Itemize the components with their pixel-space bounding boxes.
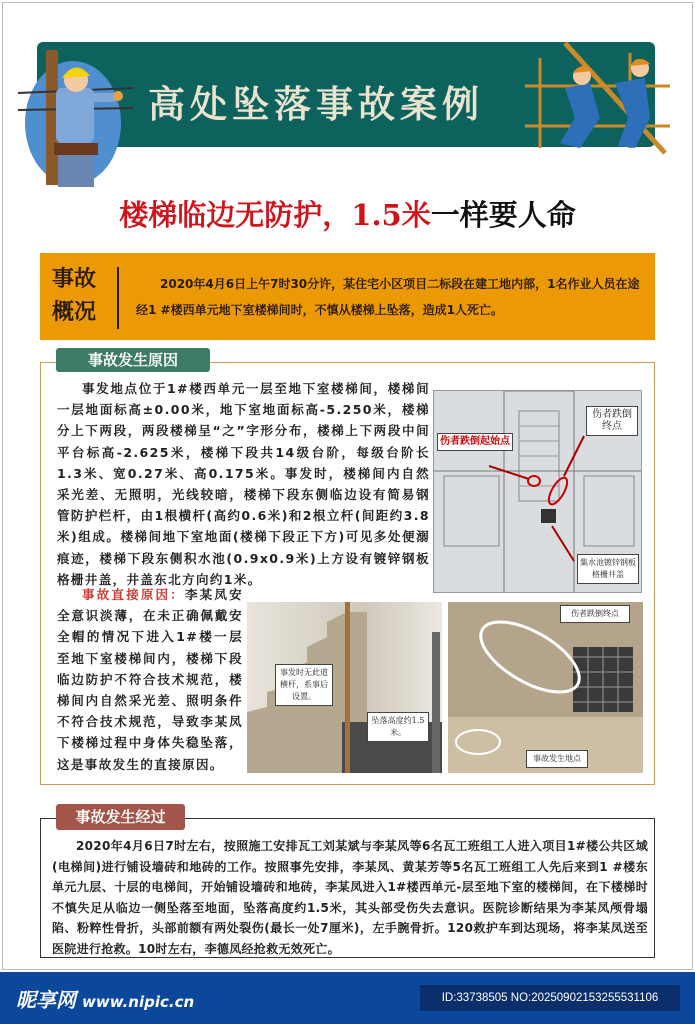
process-text: 2020年4月6日7时左右，按照施工安排瓦工刘某斌与李某凤等6名瓦工班组工人进入项目1#楼公共区域(电梯间)进行铺设墙砖和地砖的工作。按照事先安排，李某凤、黄某芳等5名瓦工班组工人先后来到1 #楼东单元九层、十层的电梯间，开始铺设墙砖和地砖，李某凤进入1#楼西单元-层至地下室的楼梯间，在下楼梯时不慎失足从临边一侧坠落至地面，坠落高度约1.5米，其头部受伤失去意识。医院诊断结果为李某凤颅骨塌陷、粉粹性骨折，头部前额有两处裂伤(最长一处7厘米)，左手腕骨折。120救护车到达现场，将李某凤送至医院进行抢救。10时左右，李德凤经抢救无效死亡。 xyxy=(52,839,648,956)
lineman-illustration-icon xyxy=(18,48,133,188)
cause-text: 事发地点位于1#楼西单元一层至地下室楼梯间，楼梯间一层地面标高±0.00米，地下室地面标高-5.250米，楼梯分上下两段，两段楼梯呈“之”字形分布，楼梯上下两段中间平台标高-2.625米，楼梯下段共14级台阶，每级台阶长1.3米、宽0.27米、高0.175米。事发时，楼梯间内自然采光差、无照明，光线较暗，楼梯下段东侧临边设有简易钢管防护栏杆，由1根横杆(高约0.6米)和2根立杆(间距约3.8米)组成。楼梯间地下室地面(楼梯下段正下方)可见多处便溺痕迹，楼梯下段东侧积水池(0.9x0.9米)上方设有镀锌钢板格栅井盖，井盖东北方向约1米。 xyxy=(57,381,430,587)
logo-url: www.nipic.cn xyxy=(82,993,195,1011)
direct-cause-body: 李某凤安全意识淡薄，在未正确佩戴安全帽的情况下进入1#楼一层至地下室楼梯间内，楼梯下段临边防护不符合技术规范，楼梯间内自然采光差、照明条件不符合技术规范，导致李某凤下楼梯过程中身体失稳坠落，这是事故发生的直接原因。 xyxy=(57,587,243,772)
subtitle-red: 楼梯临边无防护，1.5米 xyxy=(119,198,431,232)
subtitle-black: 一样要人命 xyxy=(430,198,576,232)
overview-label: 事故概况 xyxy=(52,267,97,325)
floor-plan-diagram xyxy=(433,390,642,593)
overview-section xyxy=(40,253,655,340)
direct-cause-label: 事故直接原因： xyxy=(82,587,185,602)
process-section-label: 事故发生经过 xyxy=(56,804,185,830)
logo-text: 昵享网 xyxy=(16,988,76,1012)
divider xyxy=(117,267,119,329)
grate-cover-label: 集水池镀锌钢板格栅井盖 xyxy=(577,554,639,584)
fall-end-photo-note: 伤者跌倒终点 xyxy=(560,605,630,623)
overview-text: 2020年4月6日上午7时30分许，某住宅小区项目二标段在建工地内部，1名作业人员在途经1 #楼西单元地下室楼梯间时，不慎从楼梯上坠落，造成1人死亡。 xyxy=(136,277,640,317)
accident-location-note: 事故发生地点 xyxy=(526,750,588,768)
fall-height-note: 坠落高度约1.5米。 xyxy=(367,712,429,742)
site-photo-icon xyxy=(448,602,643,773)
stairwell-photo xyxy=(247,602,442,773)
crossbar-note: 事发时无此道横杆，系事后设置。 xyxy=(275,664,333,706)
workers-scaffold-illustration-icon xyxy=(520,38,670,158)
image-id: ID:33738505 NO:20250902153255531106 xyxy=(420,985,680,1011)
direct-cause-text xyxy=(57,584,243,775)
poster-subtitle xyxy=(0,193,695,234)
nipic-logo[interactable] xyxy=(16,984,194,1013)
banner-title: 高处坠落事故案例 xyxy=(148,83,484,126)
fall-start-label: 伤者跌倒起始点 xyxy=(437,433,513,451)
accident-site-photo xyxy=(448,602,643,773)
cause-section-label: 事故发生原因 xyxy=(56,348,210,372)
footer-bar xyxy=(0,972,695,1024)
fall-end-label: 伤者跌倒终点 xyxy=(586,406,638,436)
